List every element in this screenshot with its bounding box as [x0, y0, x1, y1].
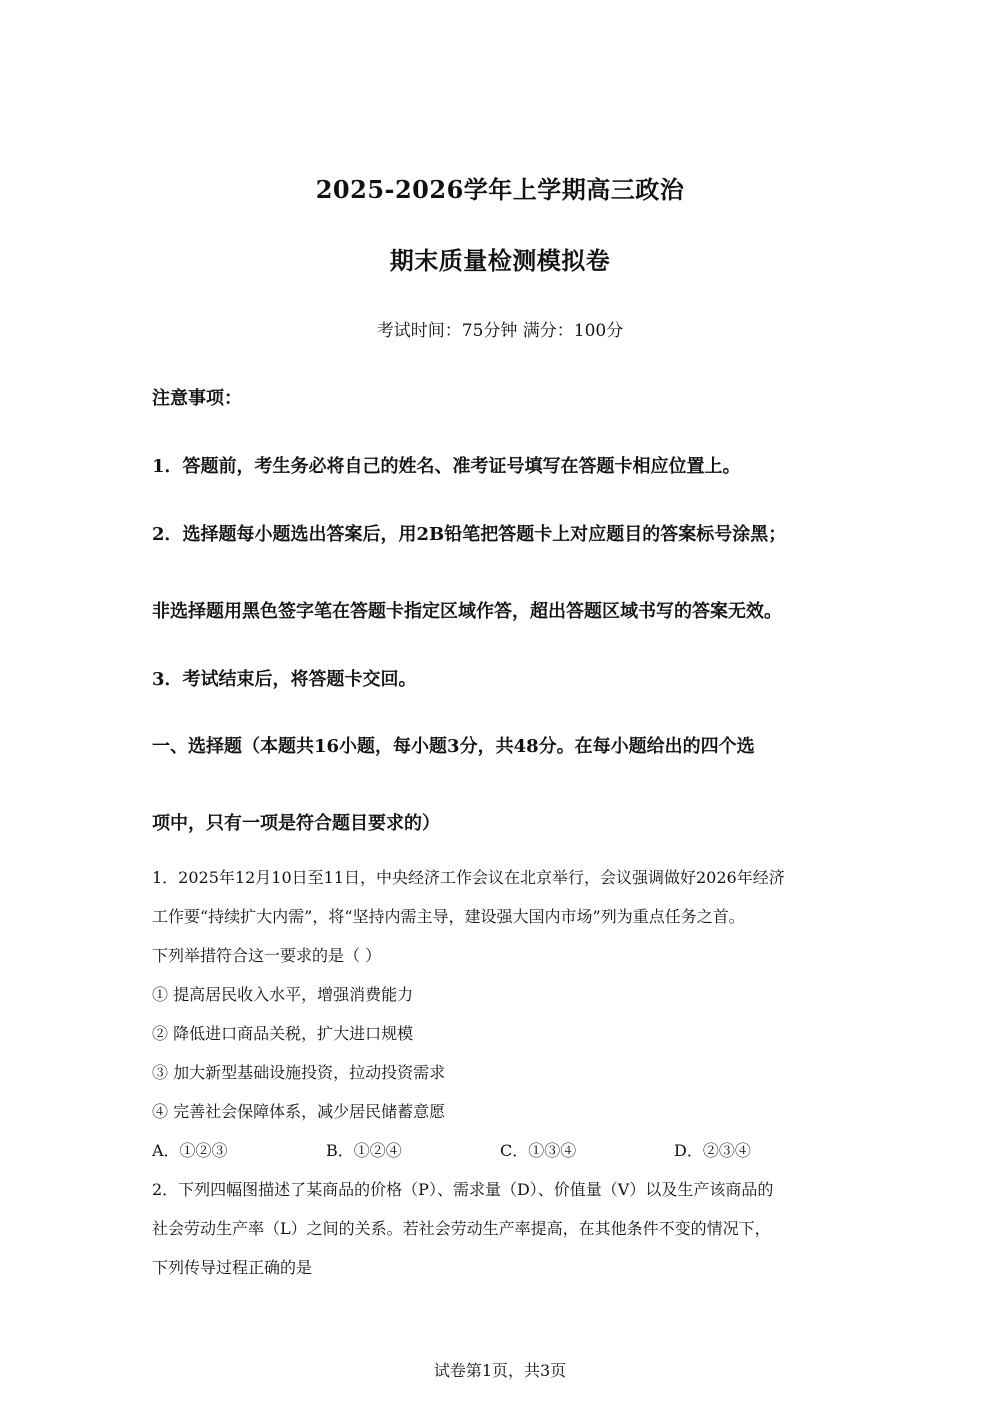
q1-option-b[interactable]: B．①②④: [326, 1141, 402, 1160]
notice-item-3: 3．考试结束后，将答题卡交回。: [152, 669, 417, 690]
notice-item-2-line2: 非选择题用黑色签字笔在答题卡指定区域作答，超出答题区域书写的答案无效。: [152, 601, 782, 622]
q1-stem-line2: 工作要“持续扩大内需”，将“坚持内需主导，建设强大国内市场”列为重点任务之首。: [152, 907, 745, 926]
q1-statement-2: ② 降低进口商品关税，扩大进口规模: [152, 1024, 414, 1043]
exam-info: 考试时间：75分钟 满分：100分: [376, 321, 624, 341]
q2-stem-line1: 2．下列四幅图描述了某商品的价格（P）、需求量（D）、价值量（V）以及生产该商品的: [152, 1180, 774, 1199]
section-heading-line2: 项中，只有一项是符合题目要求的）: [152, 813, 440, 834]
exam-title-line2: 期末质量检测模拟卷: [389, 246, 611, 275]
q1-statement-1: ① 提高居民收入水平，增强消费能力: [152, 985, 414, 1004]
page-footer: 试卷第1页，共3页: [433, 1361, 567, 1380]
q1-stem-line1: 1．2025年12月10日至11日，中央经济工作会议在北京举行，会议强调做好2026年经济: [152, 868, 785, 887]
q1-stem-line3: 下列举措符合这一要求的是（ ）: [152, 946, 382, 965]
q1-option-a[interactable]: A．①②③: [152, 1141, 228, 1160]
q1-statement-4: ④ 完善社会保障体系，减少居民储蓄意愿: [152, 1102, 446, 1121]
q1-statement-3: ③ 加大新型基础设施投资，拉动投资需求: [152, 1063, 446, 1082]
notice-item-1: 1．答题前，考生务必将自己的姓名、准考证号填写在答题卡相应位置上。: [152, 456, 741, 477]
q2-stem-line2: 社会劳动生产率（L）之间的关系。若社会劳动生产率提高，在其他条件不变的情况下，: [152, 1219, 771, 1238]
section-heading-line1: 一、选择题（本题共16小题，每小题3分，共48分。在每小题给出的四个选: [152, 736, 755, 757]
q2-stem-line3: 下列传导过程正确的是: [152, 1258, 313, 1277]
notice-item-2-line1: 2．选择题每小题选出答案后，用2B铅笔把答题卡上对应题目的答案标号涂黑；: [152, 524, 787, 545]
notice-heading: 注意事项：: [152, 388, 242, 409]
q1-option-c[interactable]: C．①③④: [500, 1141, 577, 1160]
exam-title-line1: 2025-2026学年上学期高三政治: [315, 175, 685, 204]
q1-option-d[interactable]: D．②③④: [674, 1141, 751, 1160]
